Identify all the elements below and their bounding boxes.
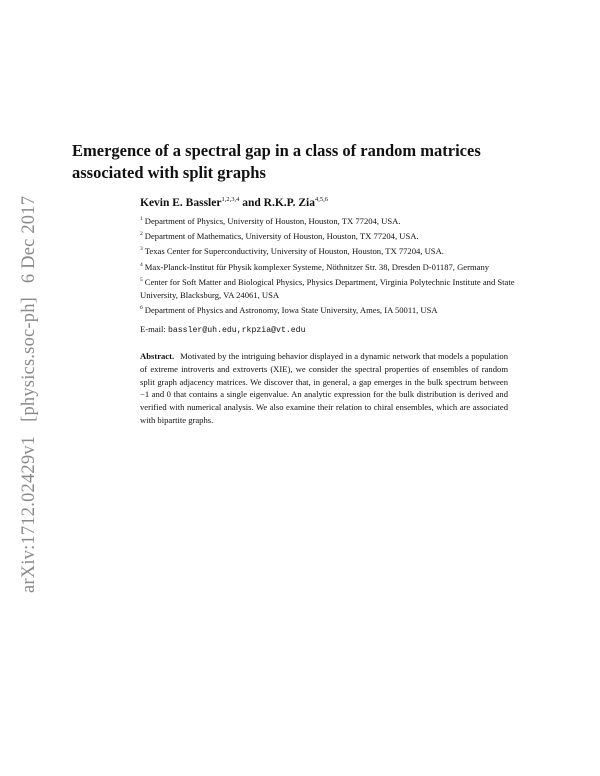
abstract-heading: Abstract. — [140, 351, 175, 361]
arxiv-category: [physics.soc-ph] — [19, 296, 39, 422]
affiliation-number: 5 — [140, 276, 143, 283]
arxiv-id: arXiv:1712.02429v1 — [19, 435, 39, 593]
email-addresses[interactable]: bassler@uh.edu,rkpzia@vt.edu — [167, 326, 306, 335]
affiliation-item — [140, 302, 545, 317]
arxiv-side-stamp — [14, 183, 44, 593]
arxiv-date: 6 Dec 2017 — [19, 195, 39, 284]
affiliation-text: Department of Physics and Astronomy, Iowa State University, Ames, IA 50011, USA — [144, 305, 438, 316]
author-connector: and — [242, 197, 261, 209]
affiliation-item — [140, 274, 545, 302]
affiliation-text: Max-Planck-Institut für Physik komplexer Systeme, Nöthnitzer Str. 38, Dresden D-01187, Germany — [144, 261, 490, 272]
author-line — [140, 196, 540, 209]
abstract — [140, 350, 508, 427]
affiliation-text: Texas Center for Superconductivity, University of Houston, Houston, TX 77204, USA. — [144, 246, 444, 257]
affiliation-number: 1 — [140, 216, 143, 222]
author-affil-marks: 1,2,3,4 — [221, 196, 240, 203]
paper-title: Emergence of a spectral gap in a class of random matrices associated with split graphs — [72, 141, 481, 182]
affiliation-number: 4 — [140, 261, 143, 268]
author-name: R.K.P. Zia — [263, 197, 315, 209]
affiliation-text: Department of Mathematics, University of Houston, Houston, TX 77204, USA. — [144, 231, 419, 242]
affiliation-number: 3 — [140, 246, 143, 253]
affiliation-item — [140, 228, 545, 243]
affiliation-list — [140, 213, 545, 317]
affiliation-text: Center for Soft Matter and Biological Physics, Physics Department, Virginia Polytechnic Institute and State University, Blacksburg, VA 24061, USA — [140, 276, 515, 301]
affiliation-item — [140, 243, 545, 258]
author-name: Kevin E. Bassler — [140, 197, 222, 209]
affiliation-item — [140, 259, 545, 274]
affiliation-item — [140, 213, 545, 228]
affiliation-number: 6 — [140, 305, 143, 312]
email-label: E-mail: — [140, 324, 166, 334]
author-affil-marks: 4,5,6 — [314, 196, 328, 203]
abstract-text: Motivated by the intriguing behavior displayed in a dynamic network that models a population of extreme introverts and extroverts (XIE), we consider the spectral properties of ensembles of random split graph adjacency matrices. We discover that, in general, a gap emerges in the bulk spectrum between −1 and 0 that contains a single eigenvalue. An analytic expression for the bulk distribution is derived and verified with numerical analysis. We also examine their relation to chiral ensembles, which are associated with bipartite graphs. — [140, 351, 508, 425]
affiliation-text: Department of Physics, University of Houston, Houston, TX 77204, USA. — [144, 216, 401, 226]
affiliation-number: 2 — [140, 231, 143, 238]
email-line — [140, 323, 545, 337]
